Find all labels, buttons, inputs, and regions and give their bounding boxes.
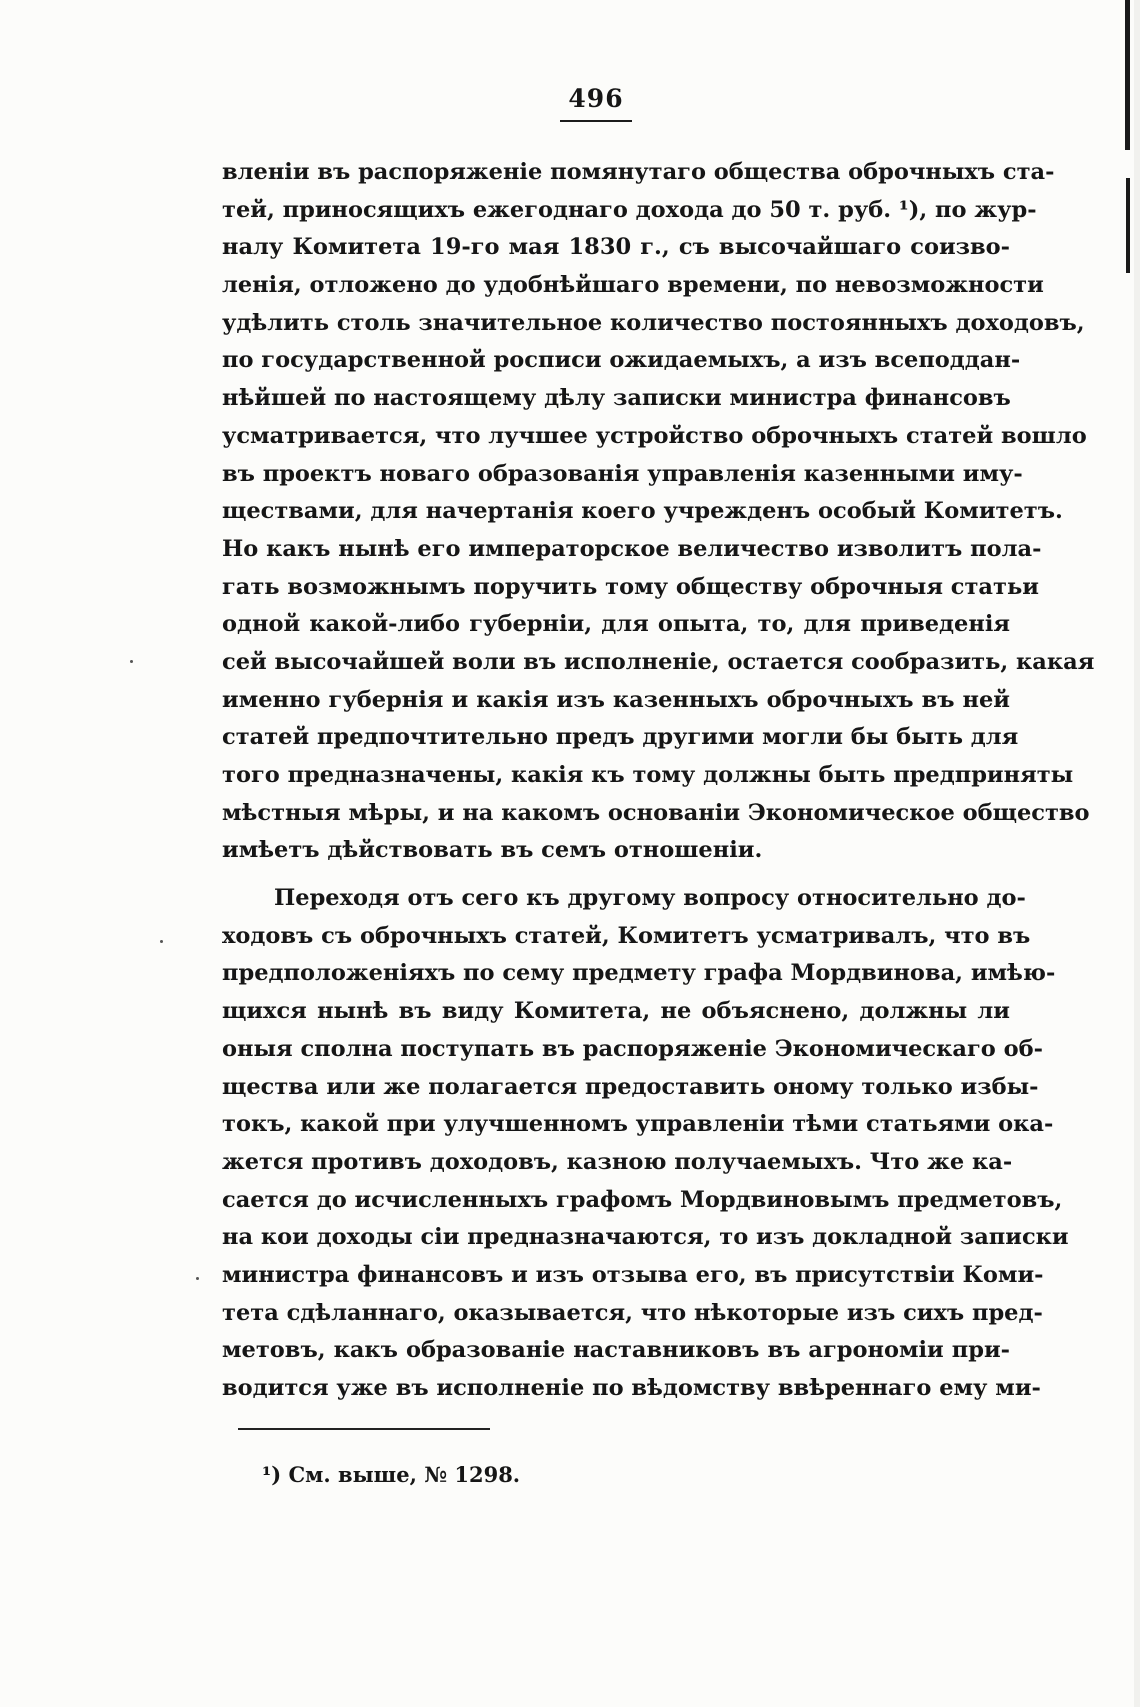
- text-line: ходовъ съ оброчныхъ статей, Комитетъ усматривалъ, что въ: [222, 922, 1031, 949]
- text-line: токъ, какой при улучшенномъ управленіи тѣми статьями ока-: [222, 1111, 1054, 1138]
- text-line: Переходя отъ сего къ другому вопросу относительно до-: [274, 885, 1026, 912]
- scan-edge: [1134, 0, 1140, 1707]
- text-line: Но какъ нынѣ его императорское величество изволитъ пола-: [222, 535, 1042, 562]
- footnote-separator: [238, 1428, 490, 1430]
- text-line: на кои доходы сіи предназначаются, то изъ докладной записки: [222, 1224, 1069, 1251]
- text-line: оныя сполна поступать въ распоряженіе Экономическаго об-: [222, 1035, 1043, 1062]
- text-line: ленія, отложено до удобнѣйшаго времени, по невозможности: [222, 272, 1044, 299]
- text-line: водится уже въ исполненіе по вѣдомству ввѣреннаго ему ми-: [222, 1375, 1041, 1401]
- scan-speck: [160, 940, 163, 943]
- text-line: жется противъ доходовъ, казною получаемыхъ. Что же ка-: [222, 1148, 1013, 1175]
- text-line: нѣйшей по настоящему дѣлу записки министра финансовъ: [222, 385, 1011, 412]
- text-line: статей предпочтительно предъ другими могли бы быть для: [222, 724, 1019, 751]
- body-text: [222, 154, 1095, 1408]
- text-line: въ проектъ новаго образованія управленія казенными иму-: [222, 460, 1023, 487]
- text-line: метовъ, какъ образованіе наставниковъ въ агрономіи при-: [222, 1337, 1010, 1364]
- scan-edge-mark: [1126, 178, 1130, 273]
- scan-edge-mark: [1125, 0, 1130, 150]
- text-line: того предназначены, какія къ тому должны быть предприняты: [222, 762, 1074, 788]
- text-line: усматривается, что лучшее устройство оброчныхъ статей вошло: [222, 422, 1087, 449]
- text-line: вленіи въ распоряженіе помянутаго общества оброчныхъ ста-: [222, 159, 1055, 185]
- footnote-marker: ¹): [262, 1462, 282, 1487]
- text-line: щихся нынѣ въ виду Комитета, не объяснено, должны ли: [222, 998, 1010, 1025]
- text-line: мѣстныя мѣры, и на какомъ основаніи Экономическое общество: [222, 799, 1090, 826]
- paragraph-gap: [222, 870, 1010, 880]
- text-line: предположеніяхъ по сему предмету графа Мордвинова, имѣю-: [222, 960, 1056, 987]
- page-number: 496: [568, 84, 624, 113]
- footnote-text: См. выше, № 1298.: [288, 1462, 521, 1487]
- text-line: ществами, для начертанія коего учрежденъ особый Комитетъ.: [222, 498, 1063, 525]
- text-line: тета сдѣланнаго, оказывается, что нѣкоторые изъ сихъ пред-: [222, 1299, 1043, 1326]
- scan-speck: [130, 660, 133, 663]
- text-line: сей высочайшей воли въ исполненіе, остается сообразить, какая: [222, 648, 1095, 675]
- text-line: по государственной росписи ожидаемыхъ, а изъ всеподдан-: [222, 347, 1021, 374]
- page-number-underline: [560, 120, 632, 122]
- text-line: удѣлить столь значительное количество постоянныхъ доходовъ,: [222, 309, 1085, 336]
- scan-speck: [196, 1277, 199, 1280]
- paragraph: [222, 880, 1069, 1408]
- text-line: именно губернія и какія изъ казенныхъ оброчныхъ въ ней: [222, 686, 1010, 713]
- text-line: сается до исчисленныхъ графомъ Мордвиновымъ предметовъ,: [222, 1186, 1063, 1213]
- text-line: имѣетъ дѣйствовать въ семъ отношеніи.: [222, 837, 763, 864]
- footnote: [262, 1462, 520, 1487]
- text-line: министра финансовъ и изъ отзыва его, въ присутствіи Коми-: [222, 1261, 1044, 1288]
- paragraph: [222, 154, 1095, 870]
- text-line: тей, приносящихъ ежегоднаго дохода до 50 т. руб. ¹), по жур-: [222, 196, 1037, 223]
- text-line: гать возможнымъ поручить тому обществу оброчныя статьи: [222, 573, 1039, 600]
- text-line: щества или же полагается предоставить оному только избы-: [222, 1073, 1039, 1100]
- text-line: одной какой-либо губерніи, для опыта, то, для приведенія: [222, 611, 1010, 638]
- text-line: налу Комитета 19-го мая 1830 г., съ высочайшаго соизво-: [222, 234, 1010, 261]
